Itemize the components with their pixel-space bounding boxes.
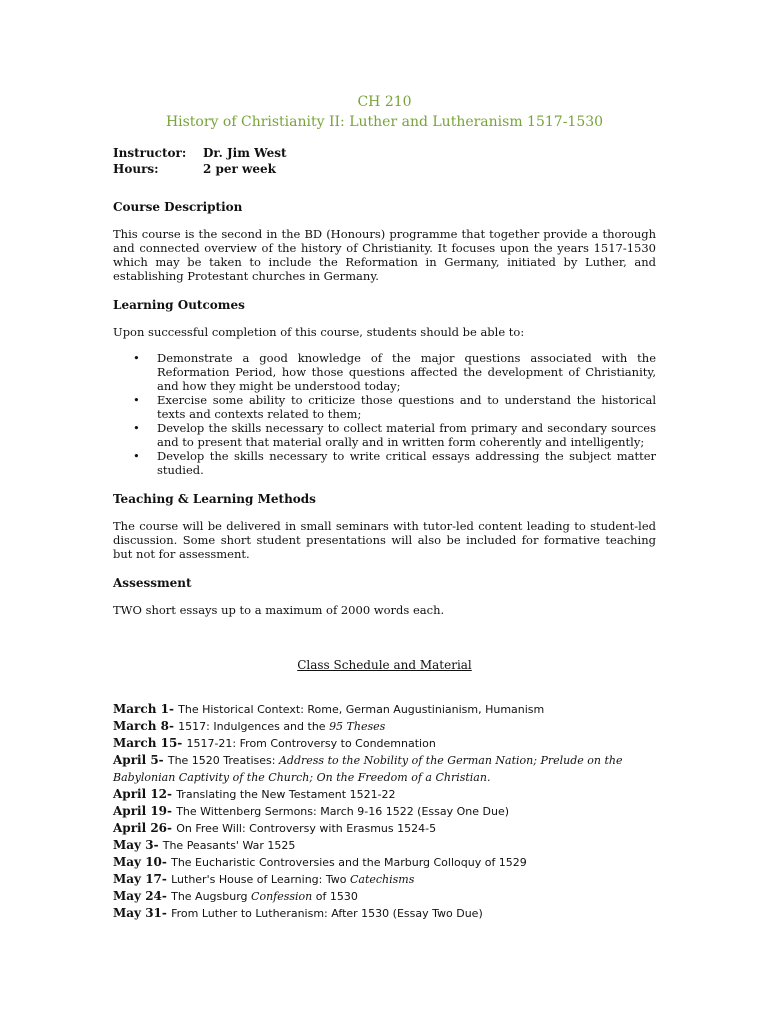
schedule-date: May 17 [113,872,162,886]
schedule-row: May 31- From Luther to Lutheranism: After 1530 (Essay Two Due) [113,906,483,920]
schedule-date: May 24 [113,889,162,903]
schedule-title: Class Schedule and Material [297,658,472,672]
schedule-date: March 15 [113,736,178,750]
schedule-topic: Translating the New Testament 1521-22 [176,788,396,801]
instructor-label: Instructor: [113,146,187,160]
schedule-date: April 5 [113,753,159,767]
bullet-icon: • [133,351,140,365]
schedule-topic: The 1520 Treatises: Address to the Nobility of the German Nation; Prelude on the Babylonian Captivity of the Church; On the Freedom of a Christian. [113,754,623,784]
teaching-methods-heading: Teaching & Learning Methods [113,492,316,506]
schedule-row: May 17- Luther's House of Learning: Two Catechisms [113,872,415,886]
schedule-date: April 19 [113,804,168,818]
schedule-topic: From Luther to Lutheranism: After 1530 (Essay Two Due) [171,907,483,920]
course-info [113,145,656,177]
schedule-date: May 31 [113,906,162,920]
assessment-text: TWO short essays up to a maximum of 2000 words each. [113,603,445,617]
schedule-row: April 26- On Free Will: Controversy with Erasmus 1524-5 [113,821,437,835]
syllabus-page [113,93,656,922]
schedule-date: May 10 [113,855,162,869]
hours-row [113,161,656,177]
schedule-topic: The Wittenberg Sermons: March 9-16 1522 (Essay One Due) [176,805,510,818]
schedule-date: March 8 [113,719,169,733]
bullet-icon: • [133,393,140,407]
schedule-date: March 1 [113,702,169,716]
schedule-row: March 15- 1517-21: From Controversy to Condemnation [113,736,436,750]
list-item: • Develop the skills necessary to collect material from primary and secondary sources and to present that material orally and in written form coherently and intelligently; [133,421,656,449]
learning-outcomes-heading: Learning Outcomes [113,298,245,312]
schedule-topic: The Augsburg Confession of 1530 [171,890,358,903]
schedule-row: April 12- Translating the New Testament 1521-22 [113,787,396,801]
bullet-icon: • [133,421,140,435]
hours-value: 2 per week [203,162,276,176]
course-description-heading: Course Description [113,200,243,214]
bullet-icon: • [133,449,140,463]
list-item: • Demonstrate a good knowledge of the major questions associated with the Reformation Period, how those questions affected the development of Christianity, and how they might be understood today; [133,351,656,393]
schedule-topic: The Historical Context: Rome, German Augustinianism, Humanism [178,703,545,716]
schedule-row: May 3- The Peasants' War 1525 [113,838,296,852]
hours-label: Hours: [113,162,159,176]
class-schedule [113,701,656,922]
schedule-row: April 19- The Wittenberg Sermons: March 9-16 1522 (Essay One Due) [113,804,510,818]
schedule-topic: The Eucharistic Controversies and the Marburg Colloquy of 1529 [171,856,527,869]
course-code: CH 210 [357,94,412,110]
schedule-row: May 24- The Augsburg Confession of 1530 [113,889,358,903]
instructor-row [113,145,656,161]
schedule-topic: 1517-21: From Controversy to Condemnation [186,737,436,750]
schedule-date: May 3 [113,838,154,852]
learning-outcomes-list [113,351,656,477]
list-item: • Develop the skills necessary to write critical essays addressing the subject matter studied. [133,449,656,477]
course-title: History of Christianity II: Luther and Lutheranism 1517-1530 [165,114,604,130]
schedule-date: April 12 [113,787,168,801]
course-description-text: This course is the second in the BD (Honours) programme that together provide a thorough and connected overview of the history of Christianity. It focuses upon the years 1517-1530 which may be taken to include the Reformation in Germany, initiated by Luther, and establishing Protestant churches in Germany. [113,227,656,283]
instructor-value: Dr. Jim West [203,146,287,160]
schedule-topic: Luther's House of Learning: Two Catechisms [171,873,415,886]
list-item: • Exercise some ability to criticize those questions and to understand the historical texts and contexts related to them; [133,393,656,421]
schedule-row: April 5- The 1520 Treatises: Address to the Nobility of the German Nation; Prelude on the Babylonian Captivity of the Church; On the Freedom of a Christian. [113,753,623,784]
schedule-row: March 1- The Historical Context: Rome, German Augustinianism, Humanism [113,702,545,716]
schedule-topic: The Peasants' War 1525 [162,839,296,852]
assessment-heading: Assessment [113,576,192,590]
learning-outcomes-intro: Upon successful completion of this course, students should be able to: [113,325,525,339]
schedule-topic: On Free Will: Controversy with Erasmus 1524-5 [176,822,437,835]
schedule-topic: 1517: Indulgences and the 95 Theses [178,720,386,733]
schedule-date: April 26 [113,821,168,835]
schedule-row: March 8- 1517: Indulgences and the 95 Theses [113,719,386,733]
schedule-row: May 10- The Eucharistic Controversies and the Marburg Colloquy of 1529 [113,855,527,869]
teaching-methods-text: The course will be delivered in small seminars with tutor-led content leading to student-led discussion. Some short student presentations will also be included for formative teaching but not for assessment. [113,519,656,561]
